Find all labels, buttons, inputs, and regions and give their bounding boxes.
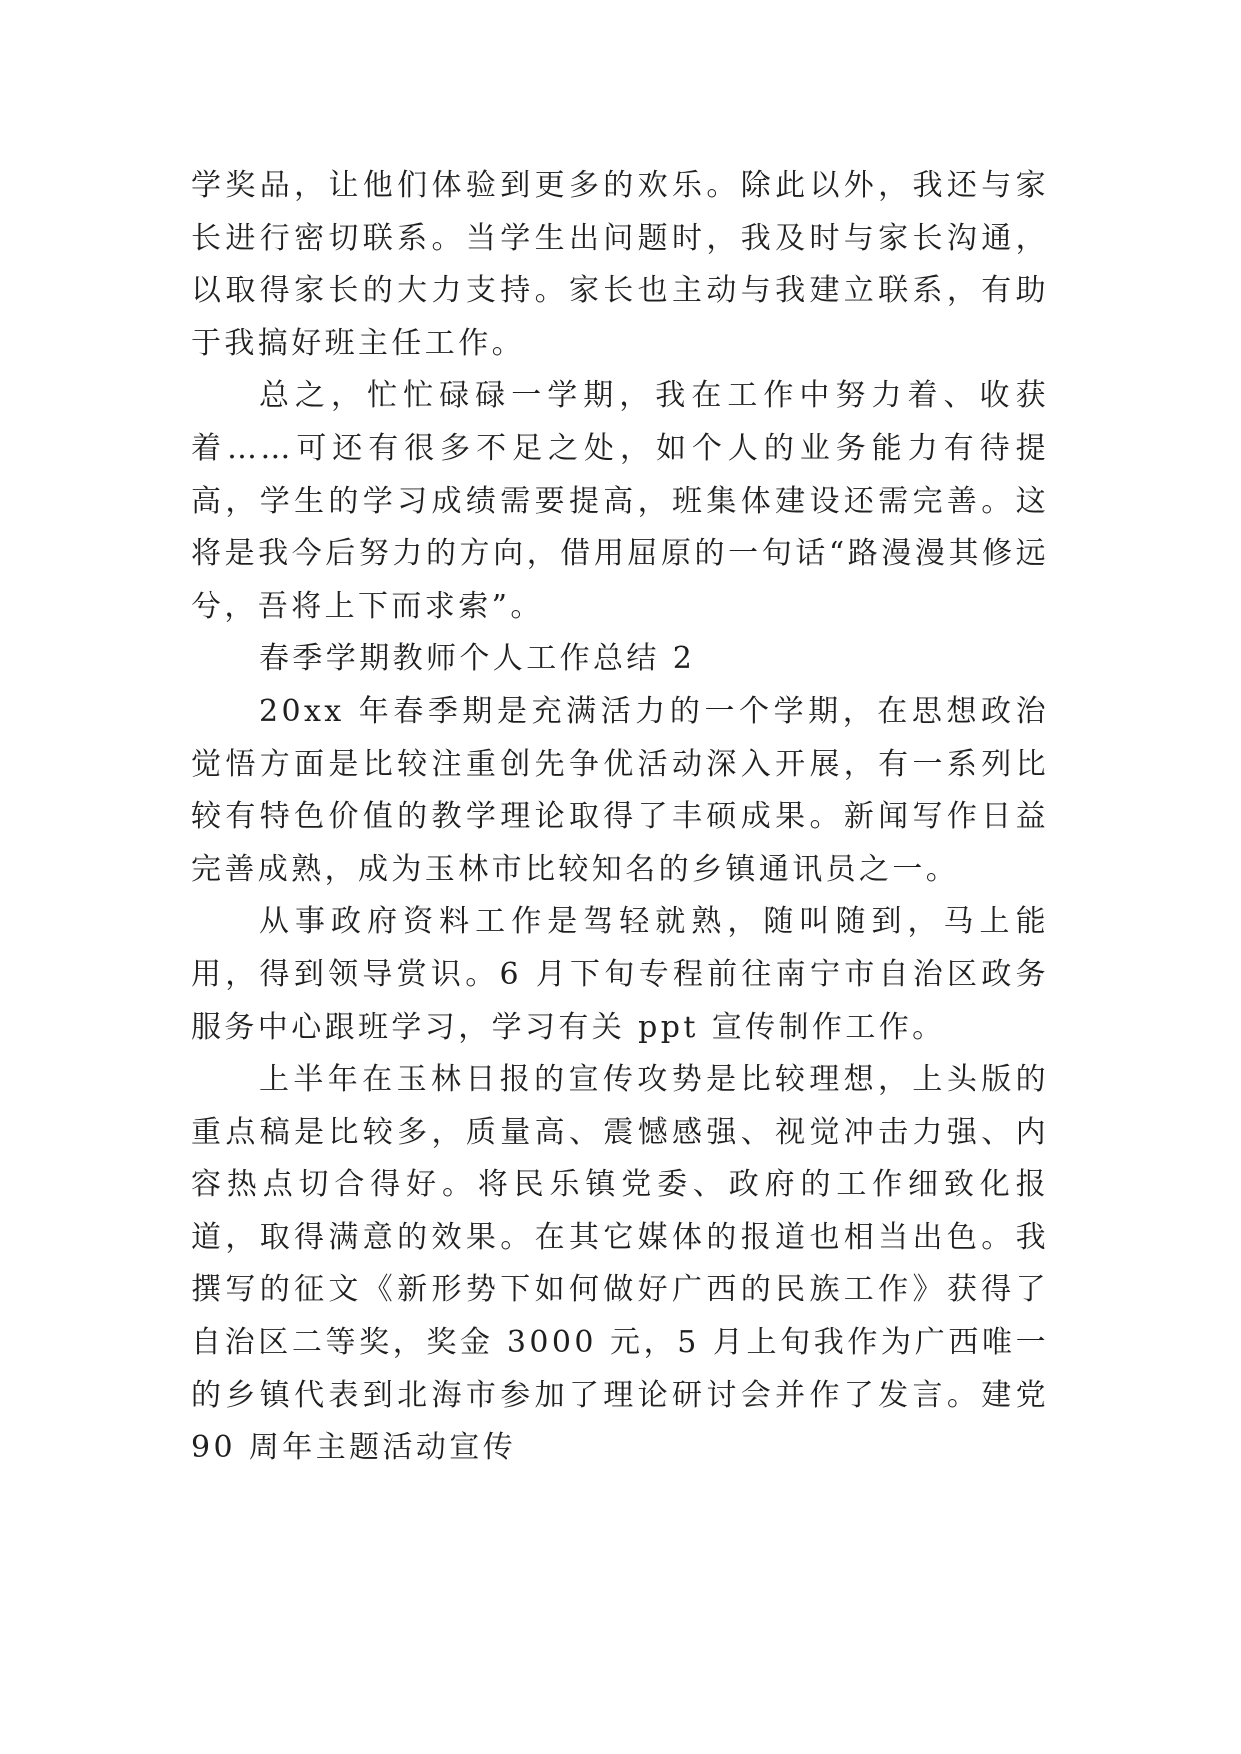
document-body [191, 160, 1049, 1475]
section-heading: 春季学期教师个人工作总结 2 [259, 641, 696, 677]
paragraph-2: 总之，忙忙碌碌一学期，我在工作中努力着、收获着……可还有很多不足之处，如个人的业务能力有待提高，学生的学习成绩需要提高，班集体建设还需完善。这将是我今后努力的方向，借用屈原的一句话“路漫漫其修远兮，吾将上下而求索”。 [191, 378, 1049, 624]
paragraph-5: 上半年在玉林日报的宣传攻势是比较理想，上头版的重点稿是比较多，质量高、震憾感强、视觉冲击力强、内容热点切合得好。将民乐镇党委、政府的工作细致化报道，取得满意的效果。在其它媒体的报道也相当出色。我撰写的征文《新形势下如何做好广西的民族工作》获得了自治区二等奖，奖金 3000 元，5 月上旬我作为广西唯一的乡镇代表到北海市参加了理论研讨会并作了发言。建党 90 周年主题活动宣传 [191, 1062, 1049, 1466]
paragraph-1: 学奖品，让他们体验到更多的欢乐。除此以外，我还与家长进行密切联系。当学生出问题时，我及时与家长沟通，以取得家长的大力支持。家长也主动与我建立联系，有助于我搞好班主任工作。 [191, 168, 1049, 361]
paragraph-3: 20xx 年春季期是充满活力的一个学期，在思想政治觉悟方面是比较注重创先争优活动深入开展，有一系列比较有特色价值的教学理论取得了丰硕成果。新闻写作日益完善成熟，成为玉林市比较知名的乡镇通讯员之一。 [191, 693, 1049, 887]
paragraph-4: 从事政府资料工作是驾轻就熟，随叫随到，马上能用，得到领导赏识。6 月下旬专程前往南宁市自治区政务服务中心跟班学习，学习有关 ppt 宣传制作工作。 [191, 904, 1049, 1045]
